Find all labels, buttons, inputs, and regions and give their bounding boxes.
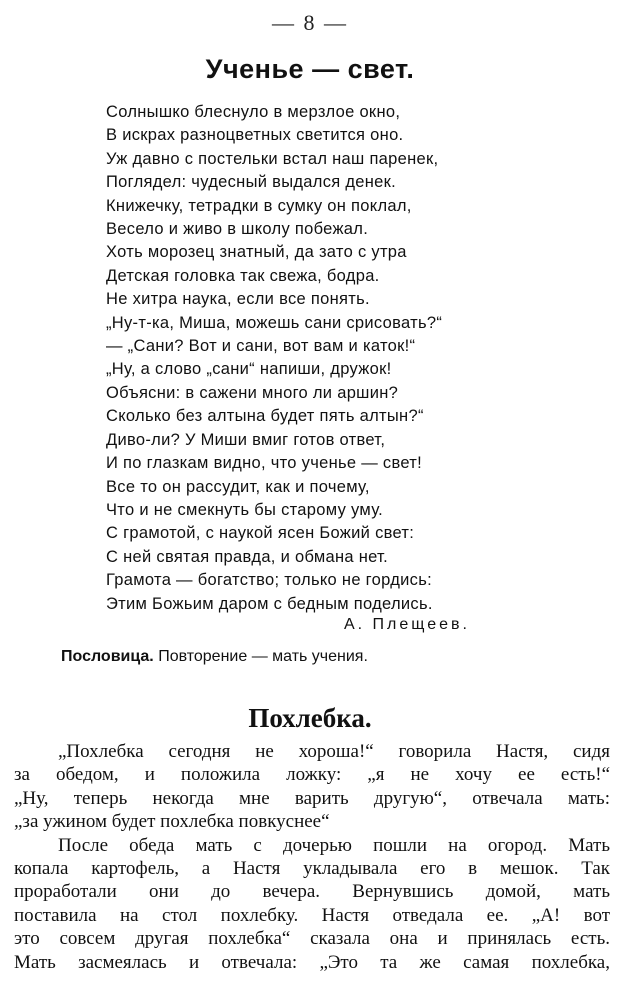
poem-line: Диво-ли? У Миши вмиг готов ответ, <box>106 430 386 449</box>
poem-line: С грамотой, с наукой ясен Божий свет: <box>106 524 415 543</box>
poem-line: — „Сани? Вот и сани, вот вам и каток!“ <box>106 337 416 356</box>
poem-line: Сколько без алтына будет пять алтын?“ <box>106 407 424 426</box>
story-line: это совсем другая похлебка“ сказала она и принялась есть. <box>14 928 610 950</box>
poem-line: Не хитра наука, если все понять. <box>106 290 370 309</box>
poem-line: Детская головка так свежа, бодра. <box>106 266 380 285</box>
poem-line: С ней святая правда, и обмана нет. <box>106 547 388 566</box>
poem-line: Объясни: в сажени много ли аршин? <box>106 383 399 402</box>
poem-line: И по глазкам видно, что ученье — свет! <box>106 454 423 473</box>
poem-line: „Ну-т-ка, Миша, можешь сани срисовать?“ <box>106 313 443 332</box>
story-line: поставила на стол похлебку. Настя отведала ее. „А! вот <box>14 904 610 926</box>
story-title: Похлебка. <box>248 703 372 733</box>
poem-body <box>106 101 576 616</box>
poem-line: Уж давно с постельки встал наш паренек, <box>106 149 439 168</box>
story-line: „Ну, теперь некогда мне варить другую“, отвечала мать: <box>14 787 610 809</box>
poem-line: Все то он рассудит, как и почему, <box>106 477 370 496</box>
poem-title: Ученье — свет. <box>205 54 415 84</box>
poem-line: Поглядел: чудесный выдался денек. <box>106 173 397 192</box>
poem-line: Солнышко блеснуло в мерзлое окно, <box>106 103 401 121</box>
poem-line: Хоть морозец знатный, да зато с утра <box>106 243 407 262</box>
story-line: „за ужином будет похлебка повкуснее“ <box>14 811 330 833</box>
story-line: После обеда мать с дочерью пошли на огород. Мать <box>58 834 610 856</box>
story-body <box>14 740 610 974</box>
story-line: Мать засмеялась и отвечала: „Это та же самая похлебка, <box>14 951 610 973</box>
story-line: за обедом, и положила ложку: „я не хочу ее есть!“ <box>14 764 610 786</box>
page-number: — 8 — <box>272 10 348 35</box>
story-line: копала картофель, а Настя укладывала его в мешок. Так <box>14 858 610 880</box>
poem-line: Что и не смекнуть бы старому уму. <box>106 500 383 519</box>
proverb <box>61 648 368 666</box>
poem-line: Весело и живо в школу побежал. <box>106 220 369 239</box>
poem-line: Грамота — богатство; только не гордись: <box>106 571 432 590</box>
proverb-label: Пословица. <box>61 648 154 665</box>
poem-author: А. Плещеев. <box>343 616 470 633</box>
poem-line: „Ну, а слово „сани“ напиши, дружок! <box>106 360 392 379</box>
poem-line: Этим Божьим даром с бедным поделись. <box>106 594 433 613</box>
story-line: проработали они до вечера. Вернувшись домой, мать <box>14 881 610 903</box>
proverb-text: Повторение — мать учения. <box>158 648 368 665</box>
poem-line: Книжечку, тетрадки в сумку он поклал, <box>106 196 412 215</box>
story-line: „Похлебка сегодня не хороша!“ говорила Настя, сидя <box>58 741 610 762</box>
poem-line: В искрах разноцветных светится оно. <box>106 126 404 145</box>
